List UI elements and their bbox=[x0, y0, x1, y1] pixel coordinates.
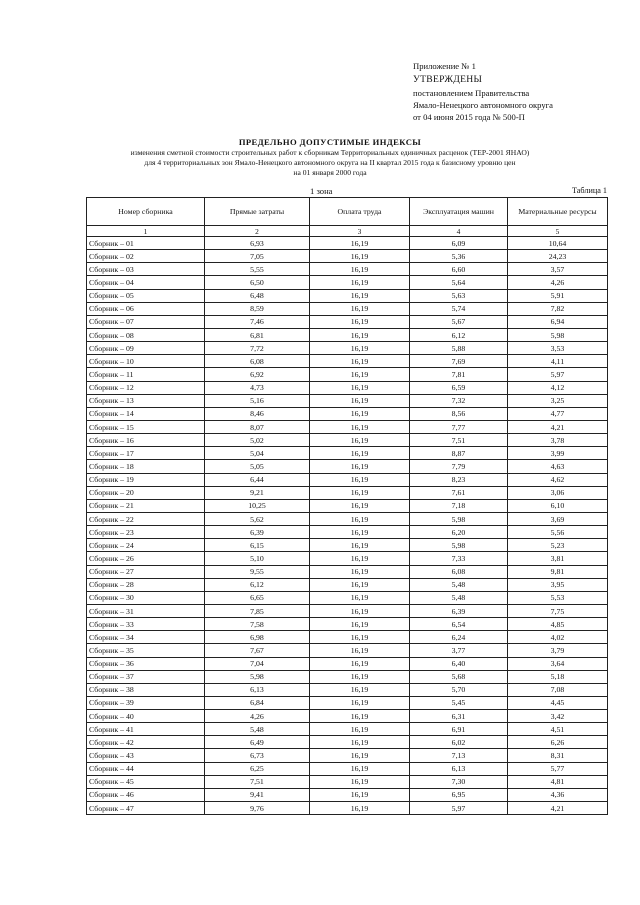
labor-pay-cell: 16,19 bbox=[310, 710, 410, 723]
labor-pay-cell: 16,19 bbox=[310, 657, 410, 670]
collection-name-cell: Сборник – 09 bbox=[87, 342, 205, 355]
direct-costs-cell: 9,76 bbox=[205, 802, 310, 815]
direct-costs-cell: 7,58 bbox=[205, 618, 310, 631]
table-row bbox=[87, 289, 608, 302]
appendix-label: Приложение № 1 bbox=[413, 61, 476, 71]
labor-pay-cell: 16,19 bbox=[310, 302, 410, 315]
direct-costs-cell: 4,73 bbox=[205, 381, 310, 394]
labor-pay-cell: 16,19 bbox=[310, 250, 410, 263]
approval-line-3: от 04 июня 2015 года № 500-П bbox=[413, 112, 525, 122]
labor-pay-cell: 16,19 bbox=[310, 381, 410, 394]
machine-operation-cell: 5,63 bbox=[410, 289, 508, 302]
machine-operation-cell: 6,08 bbox=[410, 565, 508, 578]
table-header-row bbox=[87, 198, 608, 226]
machine-operation-cell: 5,64 bbox=[410, 276, 508, 289]
zone-label: 1 зона bbox=[310, 186, 333, 196]
direct-costs-cell: 5,05 bbox=[205, 460, 310, 473]
material-resources-cell: 6,26 bbox=[508, 736, 608, 749]
machine-operation-cell: 5,88 bbox=[410, 342, 508, 355]
collection-name-cell: Сборник – 24 bbox=[87, 539, 205, 552]
table-body bbox=[87, 226, 608, 815]
material-resources-cell: 5,18 bbox=[508, 670, 608, 683]
material-resources-cell: 3,81 bbox=[508, 552, 608, 565]
direct-costs-cell: 7,67 bbox=[205, 644, 310, 657]
direct-costs-cell: 7,51 bbox=[205, 775, 310, 788]
material-resources-cell: 4,45 bbox=[508, 696, 608, 709]
material-resources-cell: 3,57 bbox=[508, 263, 608, 276]
table-row bbox=[87, 631, 608, 644]
collection-name-cell: Сборник – 22 bbox=[87, 512, 205, 525]
labor-pay-cell: 16,19 bbox=[310, 788, 410, 801]
direct-costs-cell: 5,98 bbox=[205, 670, 310, 683]
collection-name-cell: Сборник – 46 bbox=[87, 788, 205, 801]
material-resources-cell: 4,02 bbox=[508, 631, 608, 644]
material-resources-cell: 5,98 bbox=[508, 328, 608, 341]
direct-costs-cell: 6,25 bbox=[205, 762, 310, 775]
material-resources-cell: 3,69 bbox=[508, 512, 608, 525]
direct-costs-cell: 6,44 bbox=[205, 473, 310, 486]
collection-name-cell: Сборник – 23 bbox=[87, 526, 205, 539]
collection-name-cell: Сборник – 16 bbox=[87, 434, 205, 447]
material-resources-cell: 4,77 bbox=[508, 407, 608, 420]
table-row bbox=[87, 736, 608, 749]
column-number: 4 bbox=[410, 226, 508, 237]
document-title: ПРЕДЕЛЬНО ДОПУСТИМЫЕ ИНДЕКСЫ bbox=[238, 137, 422, 147]
material-resources-cell: 5,56 bbox=[508, 526, 608, 539]
direct-costs-cell: 10,25 bbox=[205, 499, 310, 512]
direct-costs-cell: 5,16 bbox=[205, 394, 310, 407]
machine-operation-cell: 7,33 bbox=[410, 552, 508, 565]
labor-pay-cell: 16,19 bbox=[310, 486, 410, 499]
material-resources-cell: 4,81 bbox=[508, 775, 608, 788]
labor-pay-cell: 16,19 bbox=[310, 618, 410, 631]
collection-name-cell: Сборник – 01 bbox=[87, 237, 205, 250]
table-row bbox=[87, 250, 608, 263]
labor-pay-cell: 16,19 bbox=[310, 565, 410, 578]
collection-name-cell: Сборник – 08 bbox=[87, 328, 205, 341]
labor-pay-cell: 16,19 bbox=[310, 315, 410, 328]
material-resources-cell: 4,21 bbox=[508, 802, 608, 815]
table-row bbox=[87, 710, 608, 723]
labor-pay-cell: 16,19 bbox=[310, 631, 410, 644]
material-resources-cell: 3,99 bbox=[508, 447, 608, 460]
direct-costs-cell: 7,04 bbox=[205, 657, 310, 670]
direct-costs-cell: 8,59 bbox=[205, 302, 310, 315]
material-resources-cell: 5,23 bbox=[508, 539, 608, 552]
labor-pay-cell: 16,19 bbox=[310, 328, 410, 341]
machine-operation-cell: 6,54 bbox=[410, 618, 508, 631]
collection-name-cell: Сборник – 11 bbox=[87, 368, 205, 381]
table-row bbox=[87, 723, 608, 736]
collection-name-cell: Сборник – 05 bbox=[87, 289, 205, 302]
labor-pay-cell: 16,19 bbox=[310, 289, 410, 302]
machine-operation-cell: 8,23 bbox=[410, 473, 508, 486]
column-number-row bbox=[87, 226, 608, 237]
material-resources-cell: 6,10 bbox=[508, 499, 608, 512]
machine-operation-cell: 7,79 bbox=[410, 460, 508, 473]
collection-name-cell: Сборник – 27 bbox=[87, 565, 205, 578]
labor-pay-cell: 16,19 bbox=[310, 736, 410, 749]
direct-costs-cell: 6,92 bbox=[205, 368, 310, 381]
table-row bbox=[87, 486, 608, 499]
material-resources-cell: 3,42 bbox=[508, 710, 608, 723]
direct-costs-cell: 9,21 bbox=[205, 486, 310, 499]
table-row bbox=[87, 696, 608, 709]
machine-operation-cell: 5,98 bbox=[410, 512, 508, 525]
table-row bbox=[87, 565, 608, 578]
direct-costs-cell: 5,55 bbox=[205, 263, 310, 276]
labor-pay-cell: 16,19 bbox=[310, 670, 410, 683]
material-resources-cell: 4,12 bbox=[508, 381, 608, 394]
material-resources-cell: 3,64 bbox=[508, 657, 608, 670]
direct-costs-cell: 6,13 bbox=[205, 683, 310, 696]
table-row bbox=[87, 657, 608, 670]
table-row bbox=[87, 328, 608, 341]
table-row bbox=[87, 578, 608, 591]
machine-operation-cell: 6,20 bbox=[410, 526, 508, 539]
machine-operation-cell: 7,32 bbox=[410, 394, 508, 407]
collection-name-cell: Сборник – 20 bbox=[87, 486, 205, 499]
collection-name-cell: Сборник – 04 bbox=[87, 276, 205, 289]
labor-pay-cell: 16,19 bbox=[310, 591, 410, 604]
labor-pay-cell: 16,19 bbox=[310, 447, 410, 460]
machine-operation-cell: 7,13 bbox=[410, 749, 508, 762]
collection-name-cell: Сборник – 10 bbox=[87, 355, 205, 368]
material-resources-cell: 4,11 bbox=[508, 355, 608, 368]
material-resources-cell: 6,94 bbox=[508, 315, 608, 328]
machine-operation-cell: 6,31 bbox=[410, 710, 508, 723]
table-row bbox=[87, 473, 608, 486]
direct-costs-cell: 7,85 bbox=[205, 604, 310, 617]
labor-pay-cell: 16,19 bbox=[310, 683, 410, 696]
heading-line-3: на 01 января 2000 года bbox=[293, 168, 367, 177]
machine-operation-cell: 5,98 bbox=[410, 539, 508, 552]
direct-costs-cell: 9,41 bbox=[205, 788, 310, 801]
direct-costs-cell: 6,50 bbox=[205, 276, 310, 289]
machine-operation-cell: 7,77 bbox=[410, 420, 508, 433]
machine-operation-cell: 6,60 bbox=[410, 263, 508, 276]
table-row bbox=[87, 420, 608, 433]
labor-pay-cell: 16,19 bbox=[310, 237, 410, 250]
table-row bbox=[87, 434, 608, 447]
heading-line-2: для 4 территориальных зон Ямало-Ненецкого автономного округа на II квартал 2015 года к базисному уровню цен bbox=[144, 158, 516, 167]
direct-costs-cell: 5,10 bbox=[205, 552, 310, 565]
machine-operation-cell: 6,40 bbox=[410, 657, 508, 670]
material-resources-cell: 3,79 bbox=[508, 644, 608, 657]
labor-pay-cell: 16,19 bbox=[310, 342, 410, 355]
labor-pay-cell: 16,19 bbox=[310, 723, 410, 736]
collection-name-cell: Сборник – 14 bbox=[87, 407, 205, 420]
material-resources-cell: 3,25 bbox=[508, 394, 608, 407]
collection-name-cell: Сборник – 36 bbox=[87, 657, 205, 670]
table-row bbox=[87, 552, 608, 565]
material-resources-cell: 24,23 bbox=[508, 250, 608, 263]
table-row bbox=[87, 263, 608, 276]
collection-name-cell: Сборник – 35 bbox=[87, 644, 205, 657]
table-row bbox=[87, 512, 608, 525]
table-row bbox=[87, 447, 608, 460]
machine-operation-cell: 5,68 bbox=[410, 670, 508, 683]
labor-pay-cell: 16,19 bbox=[310, 407, 410, 420]
direct-costs-cell: 6,98 bbox=[205, 631, 310, 644]
collection-name-cell: Сборник – 31 bbox=[87, 604, 205, 617]
table-row bbox=[87, 381, 608, 394]
labor-pay-cell: 16,19 bbox=[310, 276, 410, 289]
machine-operation-cell: 6,24 bbox=[410, 631, 508, 644]
direct-costs-cell: 6,08 bbox=[205, 355, 310, 368]
collection-name-cell: Сборник – 30 bbox=[87, 591, 205, 604]
header-collection-number: Номер сборника bbox=[87, 198, 205, 226]
column-number: 2 bbox=[205, 226, 310, 237]
machine-operation-cell: 5,70 bbox=[410, 683, 508, 696]
machine-operation-cell: 6,02 bbox=[410, 736, 508, 749]
direct-costs-cell: 7,46 bbox=[205, 315, 310, 328]
collection-name-cell: Сборник – 39 bbox=[87, 696, 205, 709]
direct-costs-cell: 6,73 bbox=[205, 749, 310, 762]
direct-costs-cell: 8,46 bbox=[205, 407, 310, 420]
labor-pay-cell: 16,19 bbox=[310, 512, 410, 525]
table-row bbox=[87, 644, 608, 657]
header-material-resources: Материальные ресурсы bbox=[508, 198, 608, 226]
collection-name-cell: Сборник – 40 bbox=[87, 710, 205, 723]
zone-row bbox=[86, 186, 607, 196]
column-number: 5 bbox=[508, 226, 608, 237]
direct-costs-cell: 6,15 bbox=[205, 539, 310, 552]
direct-costs-cell: 4,26 bbox=[205, 710, 310, 723]
collection-name-cell: Сборник – 33 bbox=[87, 618, 205, 631]
machine-operation-cell: 7,30 bbox=[410, 775, 508, 788]
machine-operation-cell: 5,45 bbox=[410, 696, 508, 709]
direct-costs-cell: 8,07 bbox=[205, 420, 310, 433]
heading-line-1: изменения сметной стоимости строительных работ к сборникам Территориальных единичных расценок (ТЕР-2001 ЯНАО) bbox=[130, 148, 530, 157]
collection-name-cell: Сборник – 13 bbox=[87, 394, 205, 407]
machine-operation-cell: 7,51 bbox=[410, 434, 508, 447]
document-heading bbox=[60, 137, 600, 178]
material-resources-cell: 7,82 bbox=[508, 302, 608, 315]
labor-pay-cell: 16,19 bbox=[310, 578, 410, 591]
table-row bbox=[87, 499, 608, 512]
header-machine-operation: Эксплуатация машин bbox=[410, 198, 508, 226]
table-row bbox=[87, 315, 608, 328]
machine-operation-cell: 6,39 bbox=[410, 604, 508, 617]
direct-costs-cell: 5,62 bbox=[205, 512, 310, 525]
labor-pay-cell: 16,19 bbox=[310, 749, 410, 762]
labor-pay-cell: 16,19 bbox=[310, 355, 410, 368]
material-resources-cell: 9,81 bbox=[508, 565, 608, 578]
collection-name-cell: Сборник – 43 bbox=[87, 749, 205, 762]
collection-name-cell: Сборник – 03 bbox=[87, 263, 205, 276]
machine-operation-cell: 6,95 bbox=[410, 788, 508, 801]
machine-operation-cell: 7,61 bbox=[410, 486, 508, 499]
material-resources-cell: 5,77 bbox=[508, 762, 608, 775]
table-number: Таблица 1 bbox=[571, 186, 607, 195]
table-row bbox=[87, 237, 608, 250]
machine-operation-cell: 8,56 bbox=[410, 407, 508, 420]
table-row bbox=[87, 775, 608, 788]
material-resources-cell: 4,36 bbox=[508, 788, 608, 801]
material-resources-cell: 5,91 bbox=[508, 289, 608, 302]
labor-pay-cell: 16,19 bbox=[310, 604, 410, 617]
machine-operation-cell: 6,59 bbox=[410, 381, 508, 394]
material-resources-cell: 8,31 bbox=[508, 749, 608, 762]
material-resources-cell: 4,63 bbox=[508, 460, 608, 473]
labor-pay-cell: 16,19 bbox=[310, 499, 410, 512]
approval-line-1: постановлением Правительства bbox=[413, 88, 530, 98]
direct-costs-cell: 6,49 bbox=[205, 736, 310, 749]
labor-pay-cell: 16,19 bbox=[310, 263, 410, 276]
material-resources-cell: 7,08 bbox=[508, 683, 608, 696]
table-row bbox=[87, 618, 608, 631]
labor-pay-cell: 16,19 bbox=[310, 526, 410, 539]
labor-pay-cell: 16,19 bbox=[310, 552, 410, 565]
collection-name-cell: Сборник – 42 bbox=[87, 736, 205, 749]
labor-pay-cell: 16,19 bbox=[310, 420, 410, 433]
direct-costs-cell: 6,93 bbox=[205, 237, 310, 250]
labor-pay-cell: 16,19 bbox=[310, 460, 410, 473]
collection-name-cell: Сборник – 06 bbox=[87, 302, 205, 315]
machine-operation-cell: 7,18 bbox=[410, 499, 508, 512]
material-resources-cell: 3,78 bbox=[508, 434, 608, 447]
material-resources-cell: 4,62 bbox=[508, 473, 608, 486]
machine-operation-cell: 5,67 bbox=[410, 315, 508, 328]
direct-costs-cell: 5,04 bbox=[205, 447, 310, 460]
collection-name-cell: Сборник – 15 bbox=[87, 420, 205, 433]
table-row bbox=[87, 407, 608, 420]
table-row bbox=[87, 302, 608, 315]
machine-operation-cell: 5,36 bbox=[410, 250, 508, 263]
machine-operation-cell: 6,91 bbox=[410, 723, 508, 736]
material-resources-cell: 7,75 bbox=[508, 604, 608, 617]
direct-costs-cell: 7,72 bbox=[205, 342, 310, 355]
collection-name-cell: Сборник – 44 bbox=[87, 762, 205, 775]
table-row bbox=[87, 591, 608, 604]
labor-pay-cell: 16,19 bbox=[310, 539, 410, 552]
table-row bbox=[87, 762, 608, 775]
collection-name-cell: Сборник – 12 bbox=[87, 381, 205, 394]
table-row bbox=[87, 342, 608, 355]
material-resources-cell: 5,53 bbox=[508, 591, 608, 604]
labor-pay-cell: 16,19 bbox=[310, 775, 410, 788]
material-resources-cell: 5,97 bbox=[508, 368, 608, 381]
approval-block bbox=[413, 60, 628, 123]
table-row bbox=[87, 749, 608, 762]
machine-operation-cell: 7,69 bbox=[410, 355, 508, 368]
labor-pay-cell: 16,19 bbox=[310, 644, 410, 657]
collection-name-cell: Сборник – 07 bbox=[87, 315, 205, 328]
collection-name-cell: Сборник – 47 bbox=[87, 802, 205, 815]
direct-costs-cell: 6,81 bbox=[205, 328, 310, 341]
collection-name-cell: Сборник – 17 bbox=[87, 447, 205, 460]
direct-costs-cell: 5,48 bbox=[205, 723, 310, 736]
labor-pay-cell: 16,19 bbox=[310, 434, 410, 447]
machine-operation-cell: 6,09 bbox=[410, 237, 508, 250]
header-labor-pay: Оплата труда bbox=[310, 198, 410, 226]
table-row bbox=[87, 460, 608, 473]
collection-name-cell: Сборник – 37 bbox=[87, 670, 205, 683]
collection-name-cell: Сборник – 18 bbox=[87, 460, 205, 473]
material-resources-cell: 4,26 bbox=[508, 276, 608, 289]
machine-operation-cell: 8,87 bbox=[410, 447, 508, 460]
collection-name-cell: Сборник – 19 bbox=[87, 473, 205, 486]
direct-costs-cell: 5,02 bbox=[205, 434, 310, 447]
column-number: 1 bbox=[87, 226, 205, 237]
machine-operation-cell: 3,77 bbox=[410, 644, 508, 657]
table-row bbox=[87, 394, 608, 407]
direct-costs-cell: 6,48 bbox=[205, 289, 310, 302]
collection-name-cell: Сборник – 28 bbox=[87, 578, 205, 591]
table-row bbox=[87, 355, 608, 368]
material-resources-cell: 10,64 bbox=[508, 237, 608, 250]
table-row bbox=[87, 526, 608, 539]
collection-name-cell: Сборник – 45 bbox=[87, 775, 205, 788]
indices-table bbox=[86, 197, 608, 815]
machine-operation-cell: 5,97 bbox=[410, 802, 508, 815]
machine-operation-cell: 6,12 bbox=[410, 328, 508, 341]
direct-costs-cell: 7,05 bbox=[205, 250, 310, 263]
labor-pay-cell: 16,19 bbox=[310, 762, 410, 775]
table-row bbox=[87, 604, 608, 617]
labor-pay-cell: 16,19 bbox=[310, 802, 410, 815]
table-row bbox=[87, 368, 608, 381]
material-resources-cell: 4,51 bbox=[508, 723, 608, 736]
collection-name-cell: Сборник – 34 bbox=[87, 631, 205, 644]
collection-name-cell: Сборник – 21 bbox=[87, 499, 205, 512]
table-row bbox=[87, 539, 608, 552]
material-resources-cell: 3,95 bbox=[508, 578, 608, 591]
direct-costs-cell: 9,55 bbox=[205, 565, 310, 578]
material-resources-cell: 3,06 bbox=[508, 486, 608, 499]
collection-name-cell: Сборник – 02 bbox=[87, 250, 205, 263]
table-row bbox=[87, 683, 608, 696]
labor-pay-cell: 16,19 bbox=[310, 394, 410, 407]
labor-pay-cell: 16,19 bbox=[310, 368, 410, 381]
collection-name-cell: Сборник – 26 bbox=[87, 552, 205, 565]
table-row bbox=[87, 670, 608, 683]
machine-operation-cell: 5,74 bbox=[410, 302, 508, 315]
table-row bbox=[87, 276, 608, 289]
machine-operation-cell: 5,48 bbox=[410, 591, 508, 604]
table-row bbox=[87, 802, 608, 815]
labor-pay-cell: 16,19 bbox=[310, 696, 410, 709]
approval-line-2: Ямало-Ненецкого автономного округа bbox=[413, 100, 553, 110]
collection-name-cell: Сборник – 41 bbox=[87, 723, 205, 736]
direct-costs-cell: 6,39 bbox=[205, 526, 310, 539]
machine-operation-cell: 6,13 bbox=[410, 762, 508, 775]
approved-label: УТВЕРЖДЕНЫ bbox=[413, 74, 483, 85]
labor-pay-cell: 16,19 bbox=[310, 473, 410, 486]
machine-operation-cell: 5,48 bbox=[410, 578, 508, 591]
material-resources-cell: 4,21 bbox=[508, 420, 608, 433]
direct-costs-cell: 6,84 bbox=[205, 696, 310, 709]
machine-operation-cell: 7,81 bbox=[410, 368, 508, 381]
material-resources-cell: 4,85 bbox=[508, 618, 608, 631]
direct-costs-cell: 6,65 bbox=[205, 591, 310, 604]
material-resources-cell: 3,53 bbox=[508, 342, 608, 355]
column-number: 3 bbox=[310, 226, 410, 237]
direct-costs-cell: 6,12 bbox=[205, 578, 310, 591]
table-row bbox=[87, 788, 608, 801]
header-direct-costs: Прямые затраты bbox=[205, 198, 310, 226]
collection-name-cell: Сборник – 38 bbox=[87, 683, 205, 696]
